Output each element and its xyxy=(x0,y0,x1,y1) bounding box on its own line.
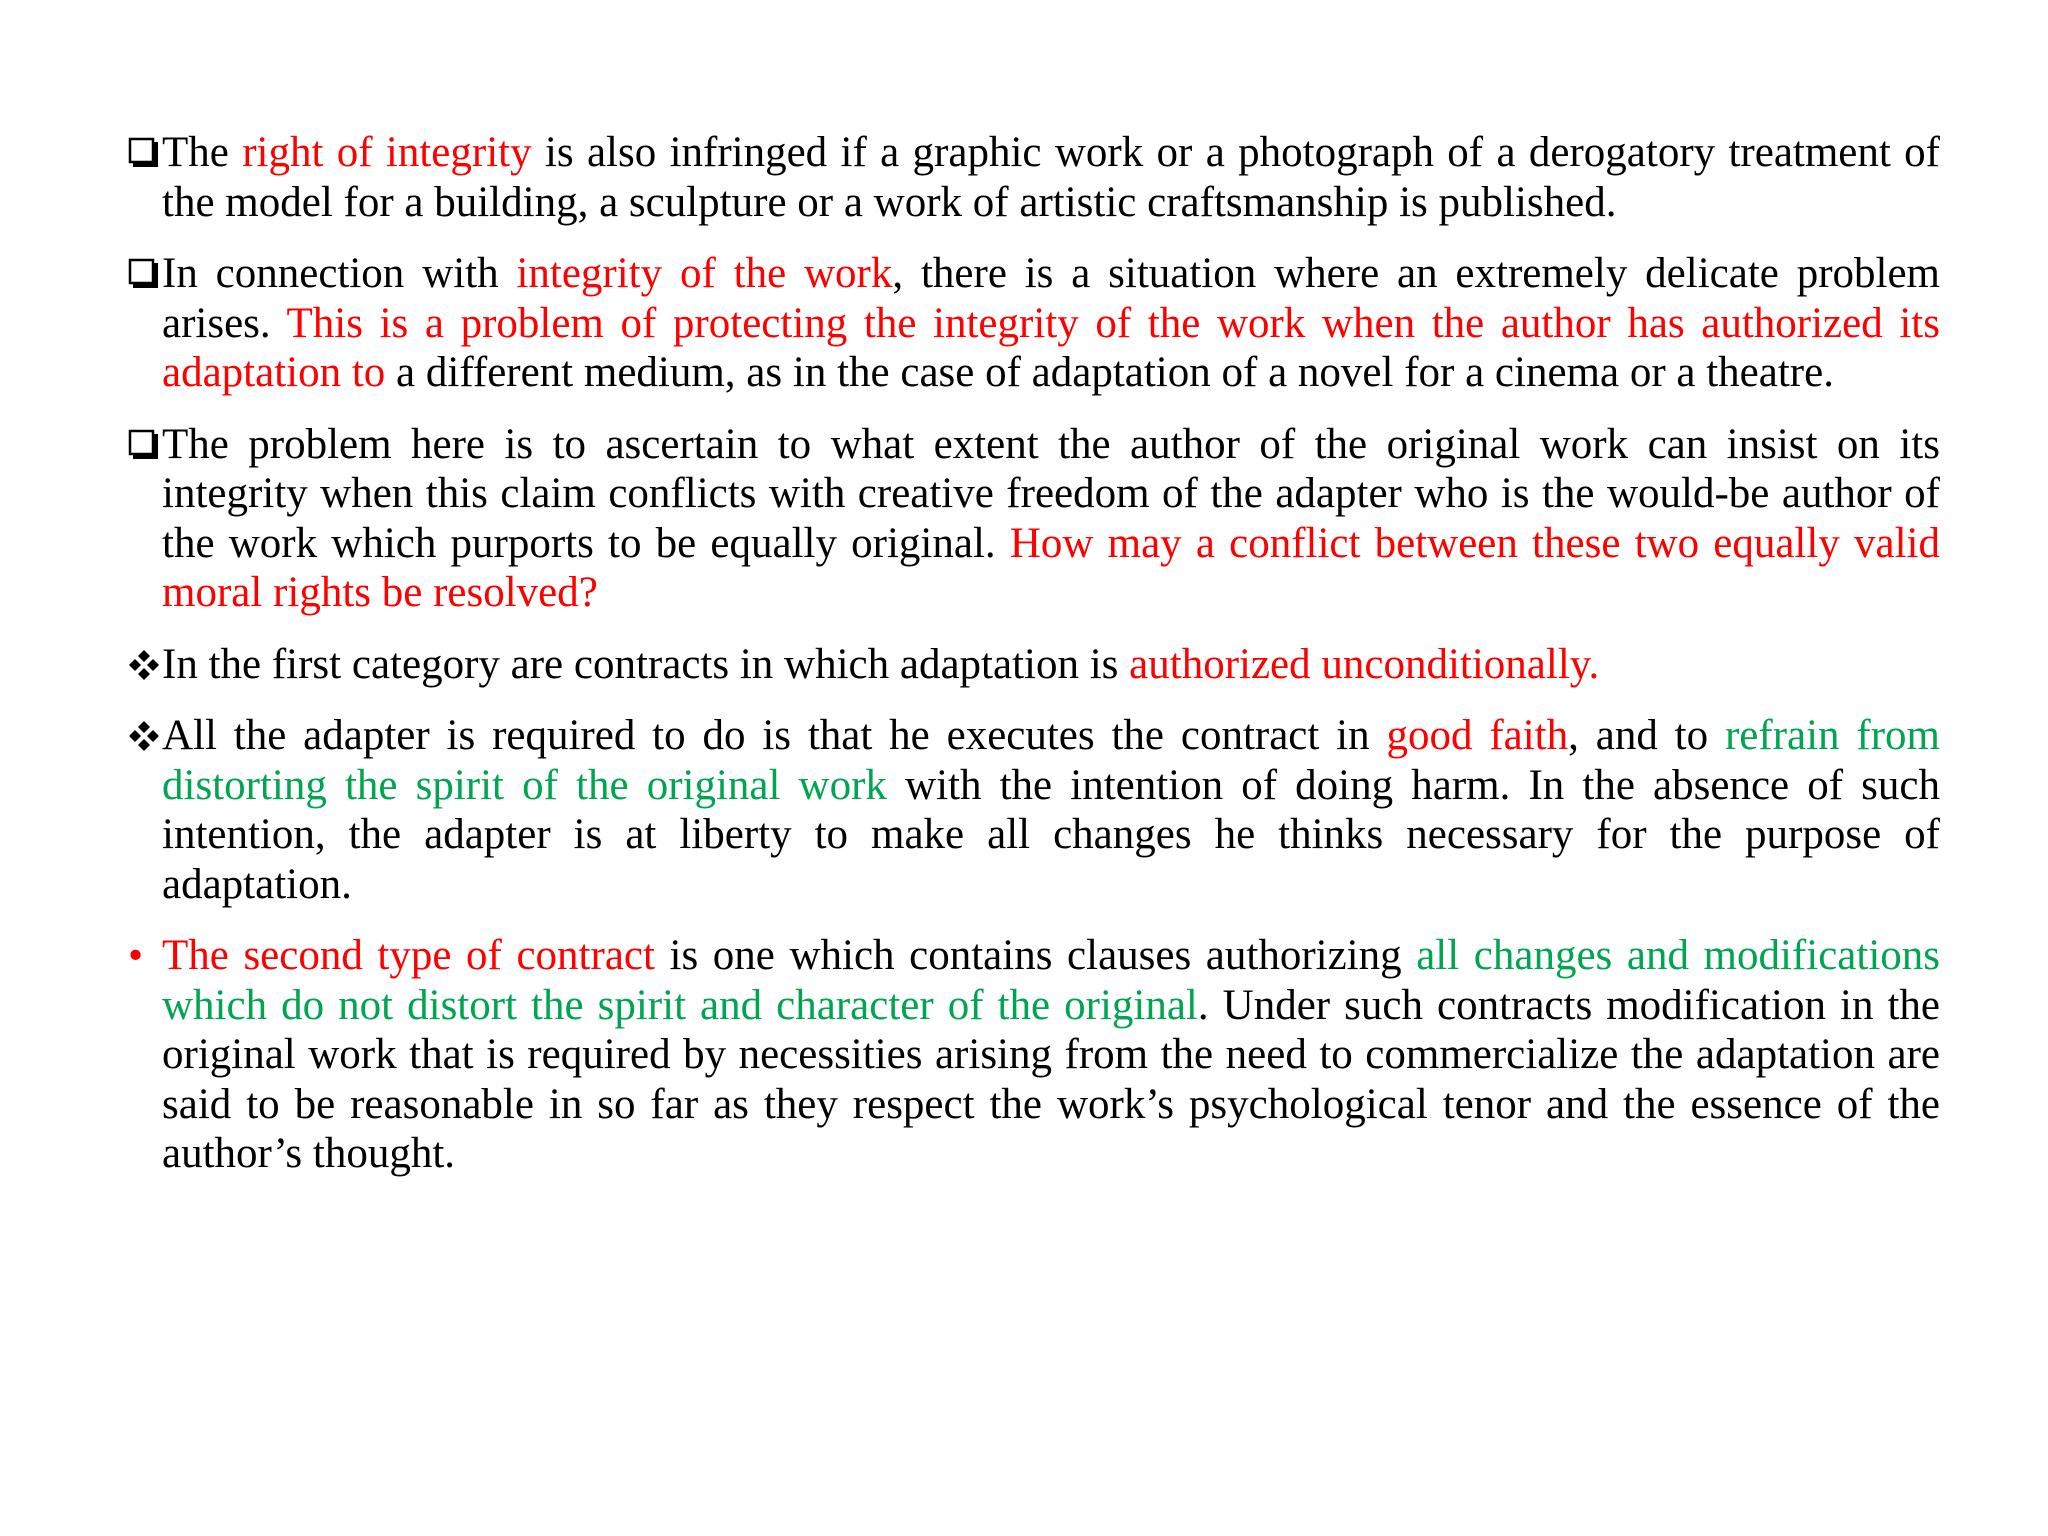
highlighted-text-red: This is a problem of protecting the integrity of the work when the author has authorized its adaptation to xyxy=(162,299,1940,396)
bullet-list xyxy=(128,128,1940,1201)
text-segment: , and to xyxy=(1568,712,1725,759)
text-segment: The xyxy=(162,129,243,176)
square-outline-icon xyxy=(128,128,162,178)
bullet-item xyxy=(128,640,1940,690)
four-diamonds-icon xyxy=(128,640,162,690)
highlighted-text-green: all changes and modifications which do not distort the spirit and character of the original xyxy=(162,932,1940,1029)
square-outline-icon xyxy=(128,420,162,470)
text-segment: . Under such contracts modification in the original work that is required by necessities arising from the need to commercialize the adaptation are said to be reasonable in so far as they respect the work’s psychological tenor and the essence of the author’s thought. xyxy=(162,981,1941,1177)
bullet-text xyxy=(162,421,1940,617)
text-segment: In the first category are contracts in which adaptation is xyxy=(162,640,1130,688)
highlighted-text-green: refrain from distorting the spirit of the original work xyxy=(162,712,1940,809)
highlighted-text-red: authorized unconditionally. xyxy=(1129,640,1600,688)
highlighted-text-red: How may a conflict between these two equally valid moral rights be resolved? xyxy=(162,519,1940,616)
highlighted-text-red: good faith xyxy=(1386,712,1569,759)
text-segment: In connection with xyxy=(162,250,517,297)
bullet-item xyxy=(128,711,1940,909)
bullet-text xyxy=(162,712,1940,908)
bullet-item xyxy=(128,128,1940,227)
highlighted-text-red: integrity of the work xyxy=(516,250,893,297)
bullet-item xyxy=(128,249,1940,398)
text-segment: with the intention of doing harm. In the absence of such intention, the adapter is at liberty to make all changes he thinks necessary for the purpose of adaptation. xyxy=(162,761,1940,908)
text-segment: All the adapter is required to do is that he executes the contract in xyxy=(162,712,1387,759)
square-outline-icon xyxy=(128,249,162,299)
bullet-text xyxy=(162,932,1940,1177)
bullet-item xyxy=(128,931,1940,1179)
highlighted-text-red: The second type of contract xyxy=(162,932,655,979)
four-diamonds-icon xyxy=(128,711,162,761)
text-segment: , there is a situation where an extremely delicate problem arises. xyxy=(162,250,1940,347)
bullet-item xyxy=(128,420,1940,618)
round-bullet-icon: • xyxy=(128,932,144,979)
bullet-text xyxy=(162,250,1940,396)
bullet-text xyxy=(162,641,1599,688)
highlighted-text-red: right of integrity xyxy=(242,129,532,176)
text-segment: The problem here is to ascertain to what extent the author of the original work can insist on its integrity when this claim conflicts with creative freedom of the adapter who is the would-be author of the work which purports to be equally original. xyxy=(162,420,1940,567)
text-segment: is one which contains clauses authorizing xyxy=(654,932,1417,979)
bullet-text xyxy=(162,129,1940,226)
text-segment: is also infringed if a graphic work or a photograph of a derogatory treatment of the model for a building, a sculpture or a work of artistic craftsmanship is published. xyxy=(162,129,1940,226)
text-segment: a different medium, as in the case of adaptation of a novel for a cinema or a theatre. xyxy=(385,349,1834,396)
